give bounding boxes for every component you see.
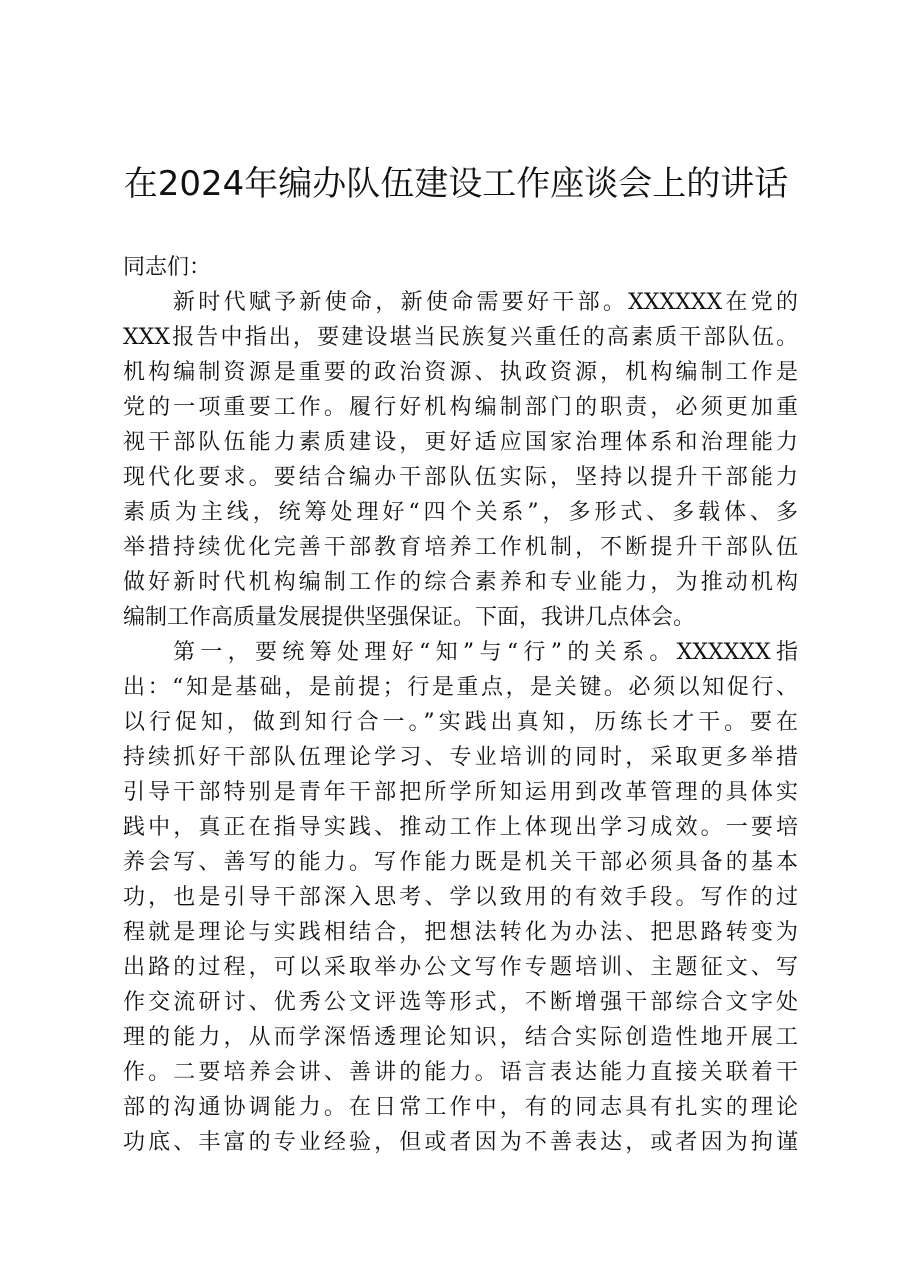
text-line: 第一，要统筹处理好“知”与“行”的关系。XXXXXX指 [173,640,798,665]
text-line: 现代化要求。要结合编办干部队伍实际，坚持以提升干部能力 [123,465,798,490]
text-line: 举措持续优化完善干部教育培养工作机制，不断提升干部队伍 [123,535,798,560]
body-lines [123,285,798,1160]
text-line: 养会写、善写的能力。写作能力既是机关干部必须具备的基本 [123,850,798,875]
text-line: 编制工作高质量发展提供坚强保证。下面，我讲几点体会。 [123,605,696,630]
text-line: 践中，真正在指导实践、推动工作上体现出学习成效。一要培 [123,815,798,840]
text-line: 理的能力，从而学深悟透理论知识，结合实际创造性地开展工 [123,1025,798,1050]
text-line: 作。二要培养会讲、善讲的能力。语言表达能力直接关联着干 [123,1060,798,1085]
text-line: 持续抓好干部队伍理论学习、专业培训的同时，采取更多举措 [123,745,798,770]
salutation: 同志们： [123,255,212,280]
text-line: 出：“知是基础，是前提；行是重点，是关键。必须以知促行、 [123,675,798,700]
text-line: 党的一项重要工作。履行好机构编制部门的职责，必须更加重 [123,395,798,420]
text-line: 视干部队伍能力素质建设，更好适应国家治理体系和治理能力 [123,430,798,455]
text-line: 功底、丰富的专业经验，但或者因为不善表达，或者因为拘谨 [123,1130,798,1155]
text-line: 引导干部特别是青年干部把所学所知运用到改革管理的具体实 [123,780,798,805]
text-line: 作交流研讨、优秀公文评选等形式，不断增强干部综合文字处 [123,990,798,1015]
text-line: 素质为主线，统筹处理好“四个关系”，多形式、多载体、多 [123,500,798,525]
document-title: 在2024年编办队伍建设工作座谈会上的讲话 [123,164,789,204]
text-line: 机构编制资源是重要的政治资源、执政资源，机构编制工作是 [123,360,798,385]
text-line: 以行促知，做到知行合一。”实践出真知，历练长才干。要在 [123,710,798,735]
document-body [123,250,798,1160]
text-line: 出路的过程，可以采取举办公文写作专题培训、主题征文、写 [123,955,798,980]
text-line: 功，也是引导干部深入思考、学以致用的有效手段。写作的过 [123,885,798,910]
text-line: 做好新时代机构编制工作的综合素养和专业能力，为推动机构 [123,570,798,595]
text-line: 部的沟通协调能力。在日常工作中，有的同志具有扎实的理论 [123,1095,798,1120]
text-line: 新时代赋予新使命，新使命需要好干部。XXXXXX在党的 [173,290,798,315]
text-line: XXX报告中指出，要建设堪当民族复兴重任的高素质干部队伍。 [123,325,798,350]
text-line: 程就是理论与实践相结合，把想法转化为办法、把思路转变为 [123,920,798,945]
